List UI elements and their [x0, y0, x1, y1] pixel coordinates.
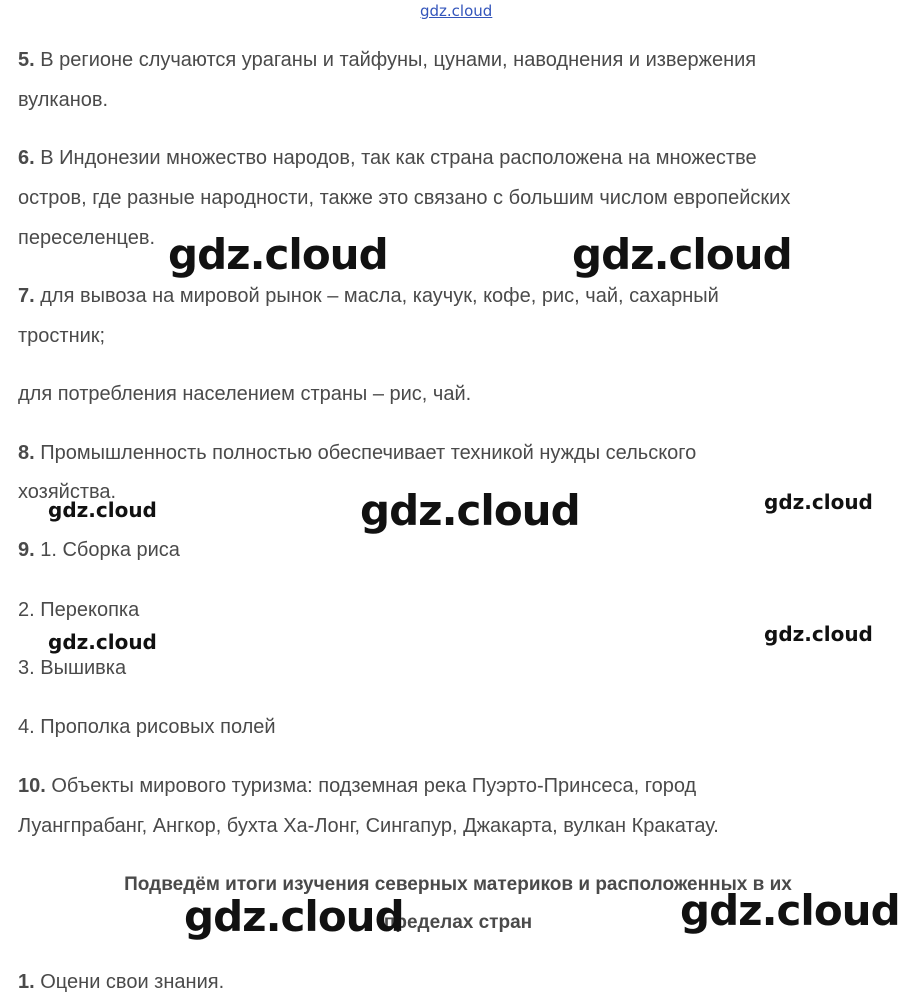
answer-7-line-1	[18, 276, 908, 316]
section-heading-line-2: пределах стран	[383, 912, 533, 933]
summary-1-line-1	[18, 962, 908, 1002]
answer-10-line-2: Луангпрабанг, Ангкор, бухта Ха-Лонг, Сингапур, Джакарта, вулкан Кракатау.	[18, 815, 719, 837]
watermark: gdz.cloud	[764, 622, 873, 646]
site-link[interactable]: gdz.cloud	[420, 2, 493, 20]
answer-5-line-2: вулканов.	[18, 89, 109, 111]
answer-number: 7.	[18, 285, 35, 307]
answer-number: 8.	[18, 442, 35, 464]
watermark: gdz.cloud	[360, 486, 580, 535]
answer-7-line-2: тростник;	[18, 325, 106, 347]
answer-text: Оцени свои знания.	[40, 971, 225, 993]
answer-text: для вывоза на мировой рынок – масла, каучук, кофе, рис, чай, сахарный	[40, 285, 719, 307]
answer-9-line-3: 3. Вышивка	[18, 657, 127, 679]
answer-6-line-3: переселенцев.	[18, 227, 156, 249]
answer-9-line-2: 2. Перекопка	[18, 599, 140, 621]
answer-8-line-1	[18, 433, 908, 473]
answer-number: 5.	[18, 49, 35, 71]
watermark: gdz.cloud	[680, 886, 900, 935]
answer-6-line-2: остров, где разные народности, также это связано с большим числом европейских	[18, 187, 791, 209]
answer-text: В регионе случаются ураганы и тайфуны, цунами, наводнения и извержения	[40, 49, 757, 71]
watermark: gdz.cloud	[184, 892, 404, 941]
answer-9-line-4: 4. Прополка рисовых полей	[18, 716, 276, 738]
watermark: gdz.cloud	[764, 490, 873, 514]
watermark: gdz.cloud	[48, 498, 157, 522]
section-heading-line-1: Подведём итоги изучения северных материков и расположенных в их	[124, 874, 792, 895]
answer-8-line-2: хозяйства.	[18, 481, 117, 503]
answer-text: В Индонезии множество народов, так как страна расположена на множестве	[40, 147, 757, 169]
watermark: gdz.cloud	[48, 630, 157, 654]
answer-number: 9.	[18, 539, 35, 561]
answer-number: 6.	[18, 147, 35, 169]
answer-5-line-1	[18, 40, 908, 80]
watermark: gdz.cloud	[572, 230, 792, 279]
watermark: gdz.cloud	[168, 230, 388, 279]
answer-text: Объекты мирового туризма: подземная река Пуэрто-Принсеса, город	[51, 775, 697, 797]
answer-7-line-3: для потребления населением страны – рис, чай.	[18, 383, 472, 405]
answer-text: Промышленность полностью обеспечивает техникой нужды сельского	[40, 442, 697, 464]
answer-text: 1. Сборка риса	[40, 539, 180, 561]
answer-9-line-1	[18, 530, 908, 570]
answer-number: 1.	[18, 971, 35, 993]
answer-number: 10.	[18, 775, 46, 797]
answer-10-line-1	[18, 766, 908, 806]
answer-6-line-1	[18, 138, 908, 178]
